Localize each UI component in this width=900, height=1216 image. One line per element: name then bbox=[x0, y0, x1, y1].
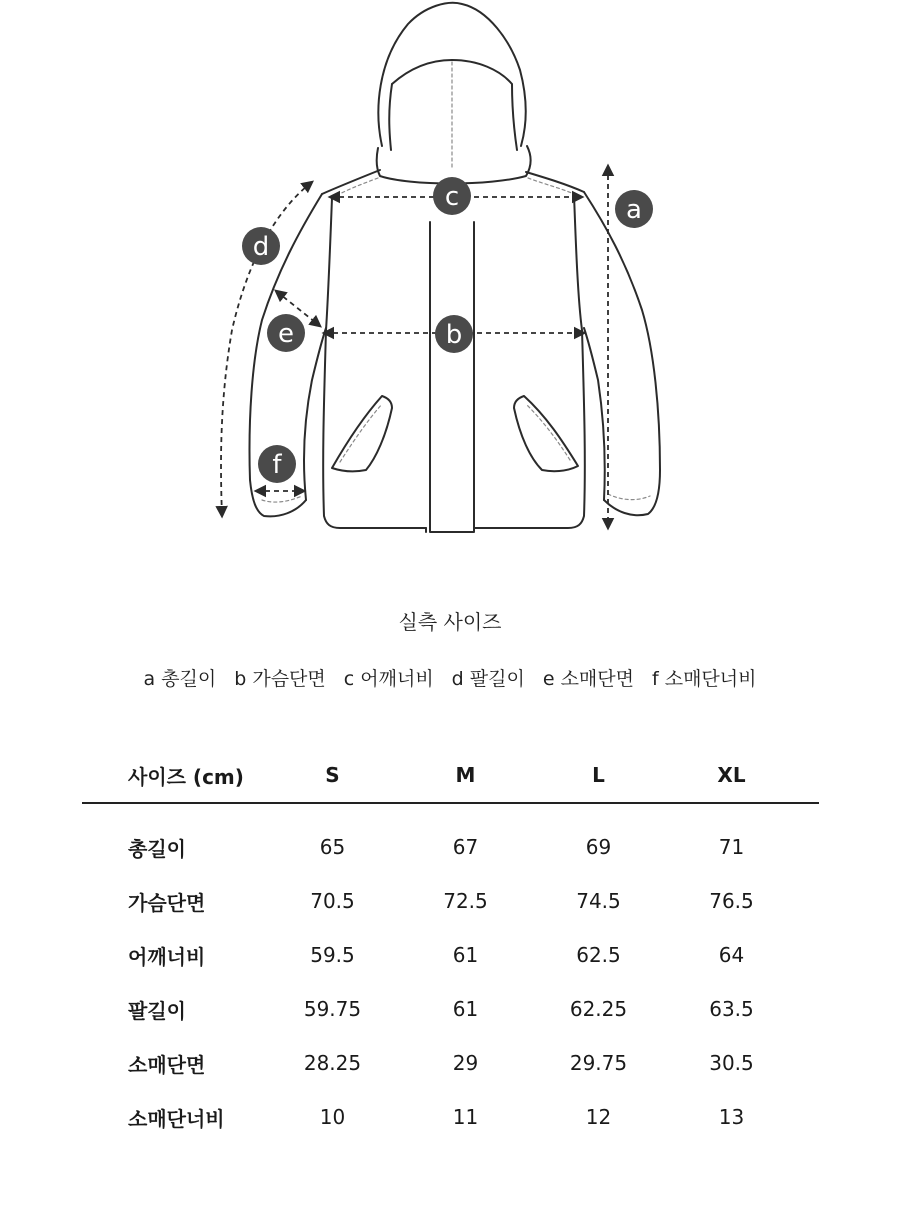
table-cell: 69 bbox=[585, 835, 612, 859]
table-cell: 28.25 bbox=[303, 1051, 362, 1075]
legend-item-total-length: a 총길이 bbox=[143, 668, 217, 690]
legend-item-cuff-width: f 소매단너비 bbox=[652, 668, 757, 690]
table-cell: 62.5 bbox=[576, 943, 621, 967]
jacket-measurement-diagram bbox=[0, 0, 900, 560]
table-cell: 61 bbox=[452, 943, 479, 967]
table-row bbox=[82, 1090, 819, 1144]
svg-text:e: e bbox=[278, 319, 294, 349]
table-row bbox=[82, 982, 819, 1036]
legend-item-chest-width: b 가슴단면 bbox=[234, 668, 326, 690]
svg-text:c: c bbox=[444, 182, 460, 212]
table-cell: 12 bbox=[585, 1105, 612, 1129]
measurement-legend bbox=[0, 664, 900, 691]
table-cell: 11 bbox=[452, 1105, 479, 1129]
table-cell: 76.5 bbox=[709, 889, 754, 913]
table-cell: 72.5 bbox=[443, 889, 488, 913]
table-header-size-l: L bbox=[592, 763, 605, 787]
row-label: 소매단너비 bbox=[128, 1106, 225, 1131]
table-header-label: 사이즈 (cm) bbox=[128, 764, 244, 789]
badge-c bbox=[433, 177, 471, 215]
svg-text:b: b bbox=[445, 320, 463, 350]
table-row bbox=[82, 820, 819, 874]
table-cell: 67 bbox=[452, 835, 479, 859]
table-header-size-m: M bbox=[455, 763, 476, 787]
table-cell: 59.75 bbox=[303, 997, 362, 1021]
table-row bbox=[82, 874, 819, 928]
table-cell: 70.5 bbox=[310, 889, 355, 913]
size-table bbox=[82, 748, 819, 1144]
row-label: 소매단면 bbox=[128, 1052, 206, 1077]
table-cell: 71 bbox=[718, 835, 745, 859]
table-cell: 61 bbox=[452, 997, 479, 1021]
svg-text:f: f bbox=[272, 450, 282, 480]
table-cell: 13 bbox=[718, 1105, 745, 1129]
table-row bbox=[82, 928, 819, 982]
table-row bbox=[82, 1036, 819, 1090]
table-cell: 65 bbox=[319, 835, 346, 859]
table-cell: 64 bbox=[718, 943, 745, 967]
table-cell: 74.5 bbox=[576, 889, 621, 913]
table-header-size-s: S bbox=[325, 763, 340, 787]
table-header-row bbox=[82, 748, 819, 804]
size-caption: 실측 사이즈 bbox=[398, 610, 502, 634]
legend-item-shoulder-width: c 어깨너비 bbox=[343, 668, 434, 690]
table-cell: 30.5 bbox=[709, 1051, 754, 1075]
jacket-outline bbox=[250, 3, 661, 532]
badge-a bbox=[615, 190, 653, 228]
table-cell: 63.5 bbox=[709, 997, 754, 1021]
svg-text:a: a bbox=[626, 195, 642, 225]
row-label: 어깨너비 bbox=[128, 944, 206, 969]
legend-item-sleeve-length: d 팔길이 bbox=[451, 668, 525, 690]
svg-text:d: d bbox=[252, 232, 270, 262]
badge-b bbox=[435, 315, 473, 353]
table-cell: 29 bbox=[452, 1051, 479, 1075]
row-label: 가슴단면 bbox=[128, 890, 206, 915]
table-cell: 10 bbox=[319, 1105, 346, 1129]
legend-item-sleeve-width: e 소매단면 bbox=[542, 668, 634, 690]
table-cell: 29.75 bbox=[569, 1051, 628, 1075]
row-label: 팔길이 bbox=[128, 998, 186, 1023]
table-cell: 62.25 bbox=[569, 997, 628, 1021]
table-header-size-xl: XL bbox=[717, 763, 746, 787]
table-cell: 59.5 bbox=[310, 943, 355, 967]
badge-d bbox=[242, 227, 280, 265]
badge-e bbox=[267, 314, 305, 352]
badge-f bbox=[258, 445, 296, 483]
jacket-illustration bbox=[0, 0, 900, 560]
row-label: 총길이 bbox=[128, 836, 186, 861]
